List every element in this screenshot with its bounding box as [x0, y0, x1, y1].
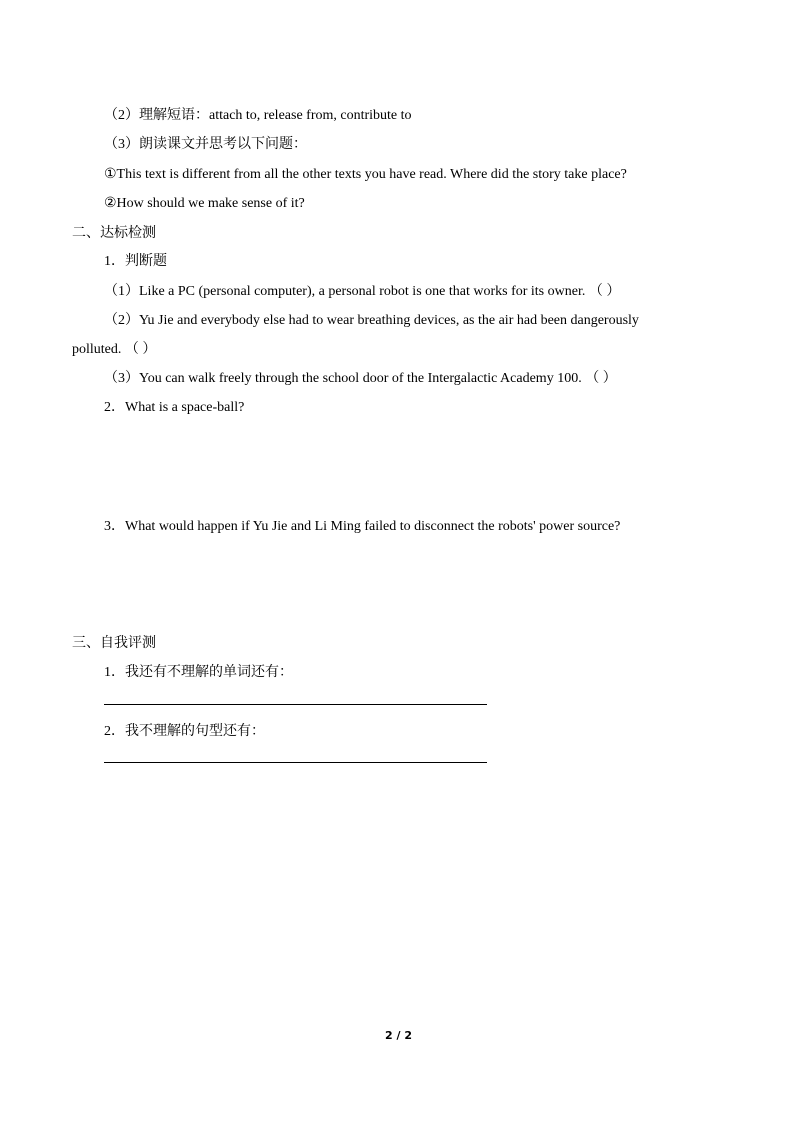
phrase-item: （2）理解短语：attach to, release from, contribute to: [104, 108, 412, 123]
unknown-words-item: 1．我还有不理解的单词还有：: [104, 665, 293, 680]
unknown-sentences-item: 2．我不理解的句型还有：: [104, 724, 265, 739]
question-location: ①This text is different from all the other texts you have read. Where did the story take place?: [104, 167, 627, 182]
question-space-ball: 2．What is a space-ball?: [104, 400, 245, 415]
true-false-item-3: （3）You can walk freely through the school door of the Intergalactic Academy 100. （ ）: [104, 371, 617, 386]
true-false-title: 1．判断题: [104, 254, 167, 269]
page-number: 2 / 2: [385, 1029, 412, 1042]
answer-line-sentences: [104, 762, 487, 763]
answer-line-words: [104, 704, 487, 705]
question-power-source: 3．What would happen if Yu Jie and Li Ming failed to disconnect the robots' power source?: [104, 519, 621, 534]
true-false-item-2: （2）Yu Jie and everybody else had to wear breathing devices, as the air had been dangerously: [104, 313, 639, 328]
section-heading-self-assessment: 三、自我评测: [72, 635, 156, 651]
question-sense: ②How should we make sense of it?: [104, 196, 305, 211]
true-false-item-2-continued: polluted. （ ）: [72, 342, 157, 357]
true-false-item-1: （1）Like a PC (personal computer), a personal robot is one that works for its owner. （ ）: [104, 284, 621, 299]
reading-item: （3）朗读课文并思考以下问题：: [104, 137, 307, 152]
section-heading-assessment: 二、达标检测: [72, 225, 156, 241]
